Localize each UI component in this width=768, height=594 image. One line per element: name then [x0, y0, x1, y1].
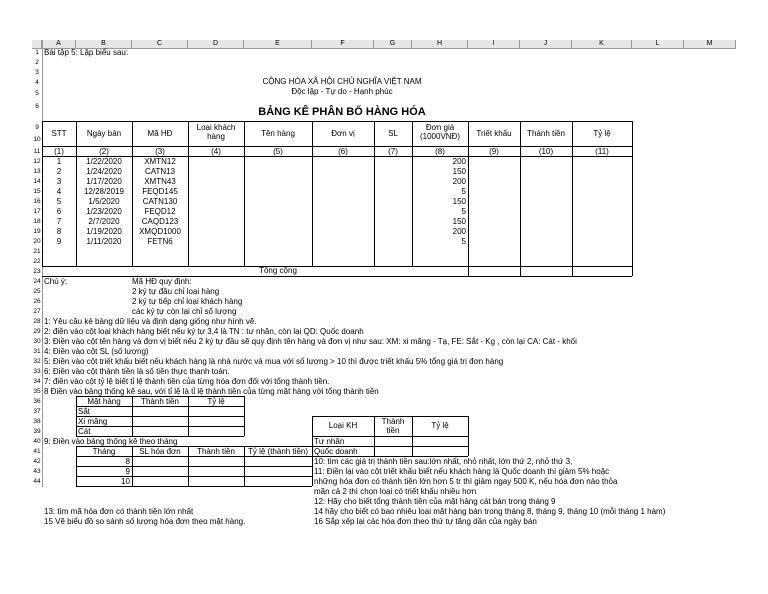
task-line: 2: điền vào cột loại khách hàng biết nếu ký tự 3,4 là TN : tư nhân, còn lại QD: Quốc doanh [44, 327, 364, 336]
cell-code[interactable]: FEQD145 [142, 187, 178, 196]
row-header[interactable]: 15 [33, 188, 41, 195]
cell-code[interactable]: XMTN12 [144, 157, 176, 166]
monthly-header: Thành tiền [197, 447, 235, 456]
row-header[interactable]: 38 [33, 418, 41, 425]
cell-price[interactable]: 200 [452, 177, 466, 186]
row-header[interactable]: 33 [33, 368, 41, 375]
row-header[interactable]: 6 [35, 103, 39, 110]
row-header[interactable]: 5 [35, 90, 39, 97]
cell-price[interactable]: 200 [452, 157, 466, 166]
task-line: 14 hãy cho biết có bao nhiêu loại mặt hàng bán trong tháng 8, tháng 9, tháng 10 (mỗi tháng 1 hàm) [314, 507, 666, 516]
cell-price[interactable]: 150 [452, 197, 466, 206]
cell-price[interactable]: 5 [461, 207, 466, 216]
row-header[interactable]: 2 [35, 59, 39, 66]
column-header-f[interactable]: F [312, 40, 374, 48]
task-line: 8 Điền vào bảng thống kê sau, với tỉ lệ là tỉ lệ thành tiền của từng mặt hàng với tổng thành tiền [44, 387, 379, 396]
column-header-border [32, 48, 736, 49]
cell-date[interactable]: 1/11/2020 [86, 237, 122, 246]
row-header[interactable]: 32 [33, 358, 41, 365]
row-header[interactable]: 19 [33, 228, 41, 235]
note-line: các ký tự còn lại chỉ số lượng [132, 307, 237, 316]
cell-stt[interactable]: 4 [56, 187, 62, 196]
task-line: 7: điền vào cột tỷ lệ biết tỉ lệ thành tiền của từng hóa đơn đối với tổng thành tiền. [44, 377, 330, 386]
column-number: (6) [338, 147, 348, 156]
monthly-header: SL hóa đơn [139, 447, 181, 456]
goods-item: Sắt [78, 407, 91, 416]
row-header[interactable]: 44 [33, 478, 41, 485]
exercise-title: Bài tập 5: Lập biểu sau: [44, 48, 129, 57]
task-line: 9: Điền vào bảng thống kê theo tháng [44, 437, 178, 446]
goods-header: Thành tiền [141, 397, 179, 406]
cell-code[interactable]: CATN13 [144, 167, 176, 176]
row-header[interactable]: 31 [33, 348, 41, 355]
cell-stt[interactable]: 7 [56, 217, 62, 226]
goods-item: Cát [78, 427, 91, 436]
row-header[interactable]: 42 [33, 458, 41, 465]
column-header-j[interactable]: J [520, 40, 572, 48]
corner-cell[interactable] [32, 40, 42, 48]
goods-header: Mặt hàng [87, 397, 121, 406]
table-header: Tên hàng [261, 129, 295, 138]
task-line: mãn cả 2 thì chọn loại có triết khấu nhiều hơn [314, 487, 477, 496]
column-header-i[interactable]: I [468, 40, 520, 48]
column-number: (2) [99, 147, 109, 156]
cell-date[interactable]: 1/17/2020 [86, 177, 122, 186]
row-header[interactable]: 25 [33, 288, 41, 295]
month-value: 10 [121, 477, 130, 486]
column-number: (4) [211, 147, 221, 156]
column-header-c[interactable]: C [132, 40, 188, 48]
table-header: Mã HĐ [147, 129, 173, 138]
customer-item: Tư nhân [314, 437, 345, 446]
row-header[interactable]: 16 [33, 198, 41, 205]
column-number: (3) [155, 147, 165, 156]
column-number: (5) [273, 147, 283, 156]
cell-price[interactable]: 200 [452, 227, 466, 236]
total-label: Tổng cộng [259, 266, 297, 275]
cell-stt[interactable]: 9 [56, 237, 62, 246]
note-code-rule: Mã HĐ quy định: [132, 277, 192, 286]
row-header[interactable]: 40 [33, 438, 41, 445]
cell-code[interactable]: XMTN43 [144, 177, 176, 186]
column-number: (1) [54, 147, 64, 156]
row-header[interactable]: 36 [33, 398, 41, 405]
table-header: Đơn giá (1000VNĐ) [419, 123, 460, 141]
task-line: 3: Điền vào cột tên hàng và đơn vị biết nếu 2 ký tự đầu sẽ quy định tên hàng và đơn vị như sau: XM: xi măng - Tạ, FE: Sắt - Kg , còn lại CA: Cát - khối [44, 337, 577, 346]
task-line: 4: Điền vào cột SL (số lượng) [44, 347, 149, 356]
month-value: 8 [125, 457, 130, 466]
task-line: 11: Điền lại vào cột triết khấu biết nếu khách hàng là Quốc doanh thì giảm 5% hoặc [314, 467, 610, 476]
motto: Độc lập - Tự do - Hạnh phúc [291, 87, 393, 96]
row-header[interactable]: 34 [33, 378, 41, 385]
monthly-header: Tỷ lệ (thành tiền) [247, 447, 309, 456]
cell-price[interactable]: 150 [452, 167, 466, 176]
task-line: 6: Điền vào cột thành tiền là số tiền thực thanh toán. [44, 367, 230, 376]
column-header-g[interactable]: G [374, 40, 412, 48]
task-line: 10: tìm các giá trị thành tiền sau:lớn nhất, nhỏ nhất, lớn thứ 2, nhỏ thứ 3, [314, 457, 573, 466]
column-number: (10) [538, 147, 554, 156]
cell-price[interactable]: 5 [461, 237, 466, 246]
note-line: 2 ký tự tiếp chỉ loại khách hàng [132, 297, 243, 306]
row-header[interactable]: 22 [33, 258, 41, 265]
row-header[interactable]: 10 [33, 136, 41, 143]
column-header-b[interactable]: B [76, 40, 132, 48]
table-header: Đơn vị [331, 129, 355, 138]
nation-heading: CỘNG HÒA XÃ HỘI CHỦ NGHĨA VIỆT NAM [262, 77, 422, 86]
row-header[interactable]: 29 [33, 328, 41, 335]
table-header: Tỷ lệ [593, 129, 611, 138]
cell-date[interactable]: 1/19/2020 [86, 227, 122, 236]
row-header[interactable]: 4 [35, 79, 39, 86]
row-header[interactable]: 1 [35, 49, 39, 56]
column-header-d[interactable]: D [188, 40, 244, 48]
page-title: BẢNG KÊ PHÂN BỔ HÀNG HÓA [258, 106, 426, 118]
column-header-m[interactable]: M [684, 40, 736, 48]
table-header: STT [51, 129, 67, 138]
task-line: 16 Sắp xếp lại các hóa đơn theo thứ tự tăng dần của ngày bán [314, 517, 537, 526]
row-header[interactable]: 37 [33, 408, 41, 415]
row-header[interactable]: 14 [33, 178, 41, 185]
goods-item: Xi măng [78, 417, 108, 426]
cell-stt[interactable]: 8 [56, 227, 62, 236]
customer-item: Quốc doanh [314, 447, 358, 456]
cell-price[interactable]: 150 [452, 217, 466, 226]
table-header: Loại khách hàng [196, 123, 236, 141]
cell-code[interactable]: CAQD123 [141, 217, 179, 226]
row-header[interactable]: 41 [33, 448, 41, 455]
row-header[interactable]: 23 [33, 268, 41, 275]
column-header-e[interactable]: E [244, 40, 312, 48]
cell-date[interactable]: 1/22/2020 [86, 157, 122, 166]
cell-stt[interactable]: 3 [56, 177, 62, 186]
note-label: Chú ý: [44, 277, 68, 286]
goods-header: Tỷ lệ [207, 397, 225, 406]
cell-code[interactable]: CATN130 [142, 197, 178, 206]
row-header[interactable]: 27 [33, 308, 41, 315]
column-header-k[interactable]: K [572, 40, 632, 48]
row-header[interactable]: 21 [33, 248, 41, 255]
row-header[interactable]: 30 [33, 338, 41, 345]
cell-date[interactable]: 12/28/2019 [83, 187, 125, 196]
row-header[interactable]: 13 [33, 168, 41, 175]
customer-header: Loại KH [328, 421, 358, 430]
row-header[interactable]: 18 [33, 218, 41, 225]
row-header[interactable]: 39 [33, 428, 41, 435]
month-value: 9 [125, 467, 130, 476]
row-header[interactable]: 3 [35, 69, 39, 76]
table-header: Thành tiền [527, 129, 565, 138]
cell-stt[interactable]: 1 [56, 157, 62, 166]
task-line: 12: Hãy cho biết tổng thành tiền của mặt hàng cát bán trong tháng 9 [314, 497, 556, 506]
task-line: 5: Điền vào cột triết khấu biết nếu khách hàng là nhà nước và mua với số lượng > 10 thì được triết khấu 5% tổng giá trị đơn hàng [44, 357, 504, 366]
row-header[interactable]: 43 [33, 468, 41, 475]
cell-date[interactable]: 1/24/2020 [86, 167, 122, 176]
column-number: (9) [489, 147, 499, 156]
cell-code[interactable]: FEQD12 [144, 207, 176, 216]
customer-header: Tỷ lệ [431, 421, 449, 430]
column-number: (11) [595, 147, 609, 156]
cell-code[interactable]: XMQD1000 [139, 227, 181, 236]
row-header[interactable]: 28 [33, 318, 41, 325]
cell-code[interactable]: FETN6 [147, 237, 173, 246]
row-header[interactable]: 20 [33, 238, 41, 245]
task-line: 1: Yêu cầu kẻ bảng dữ liệu và định dạng giống như hình vẽ. [44, 317, 257, 326]
cell-date[interactable]: 2/7/2020 [88, 217, 120, 226]
cell-stt[interactable]: 2 [56, 167, 62, 176]
row-header[interactable]: 35 [33, 388, 41, 395]
note-line: 2 ký tự đầu chỉ loại hàng [132, 287, 220, 296]
task-line: 13: tìm mã hóa đơn có thành tiền lớn nhất [44, 507, 194, 516]
cell-date[interactable]: 1/5/2020 [88, 197, 120, 206]
row-header[interactable]: 24 [33, 278, 41, 285]
row-header[interactable]: 26 [33, 298, 41, 305]
row-header[interactable]: 12 [33, 158, 41, 165]
customer-header: Thành tiền [381, 417, 405, 435]
cell-stt[interactable]: 5 [56, 197, 62, 206]
monthly-header: Tháng [92, 447, 116, 456]
column-header-h[interactable]: H [412, 40, 468, 48]
task-line: 15 Vẽ biểu đồ so sánh số lượng hóa đơn theo mặt hàng. [44, 517, 246, 526]
table-header: Triết khấu [476, 129, 512, 138]
column-header-a[interactable]: A [42, 40, 76, 48]
row-header[interactable]: 11 [33, 148, 41, 155]
row-header[interactable]: 17 [33, 208, 41, 215]
column-header-l[interactable]: L [632, 40, 684, 48]
table-header: SL [388, 129, 398, 138]
cell-price[interactable]: 5 [461, 187, 466, 196]
column-number: (8) [435, 147, 445, 156]
task-line: những hóa đơn có thành tiền lớn hơn 5 tr thì giảm ngay 500 K, nếu hóa đơn nào thỏa [314, 477, 618, 486]
cell-stt[interactable]: 6 [56, 207, 62, 216]
column-number: (7) [388, 147, 398, 156]
cell-date[interactable]: 1/23/2020 [86, 207, 122, 216]
table-header: Ngày bán [86, 129, 122, 138]
row-header[interactable]: 9 [35, 124, 39, 131]
